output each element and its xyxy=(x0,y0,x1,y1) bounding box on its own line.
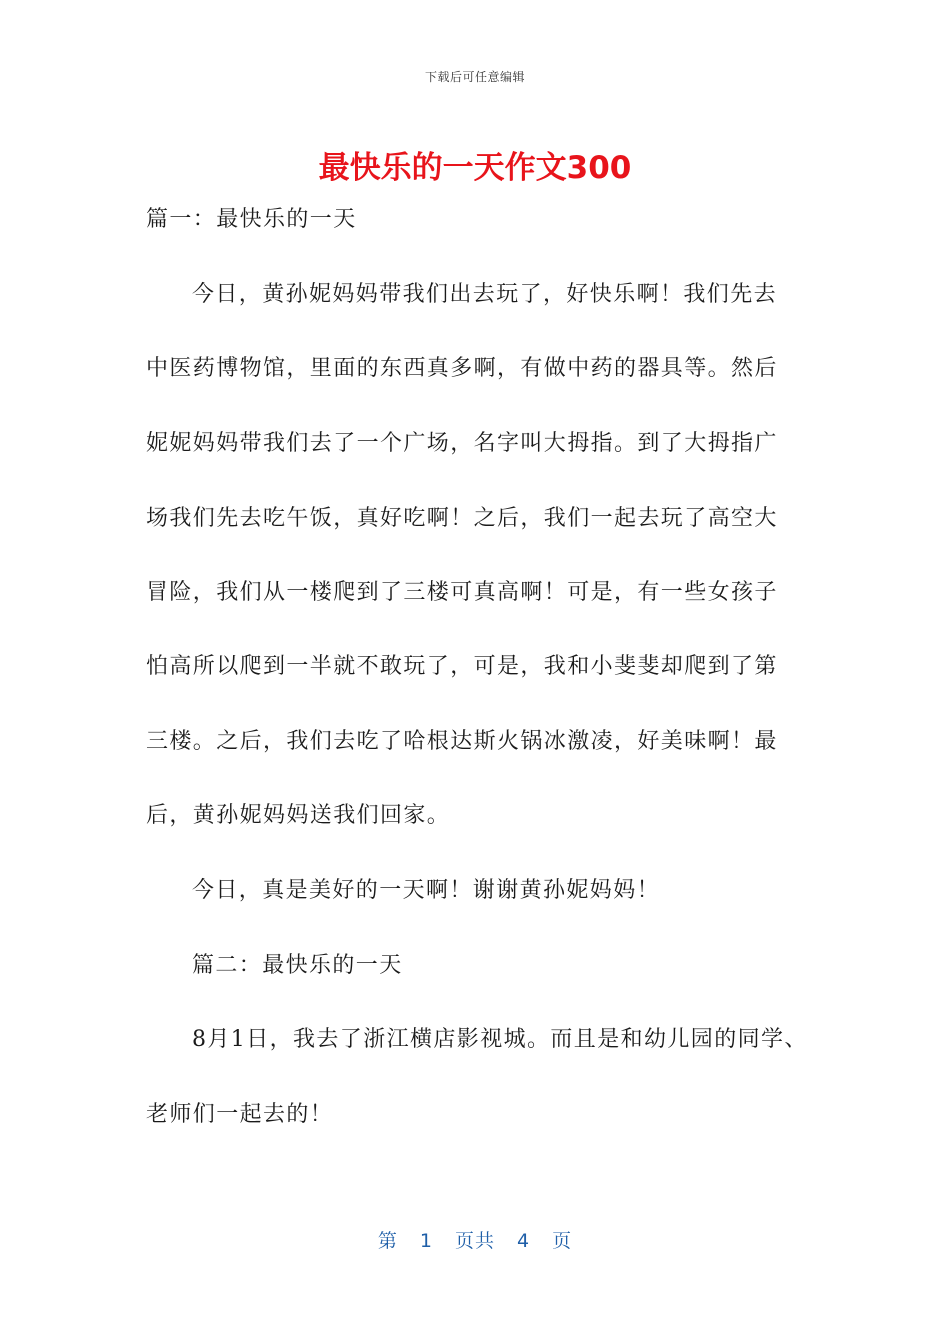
footer-prefix: 第 xyxy=(377,1230,398,1252)
paragraph-line: 怕高所以爬到一半就不敢玩了，可是，我和小斐斐却爬到了第 xyxy=(146,654,778,679)
footer-mid: 页共 xyxy=(454,1230,495,1252)
page-footer xyxy=(0,1226,950,1253)
section-heading: 篇二：最快乐的一天 xyxy=(192,953,403,978)
paragraph-line: 场我们先去吃午饭，真好吃啊！之后，我们一起去玩了高空大 xyxy=(146,506,778,531)
document-title: 最快乐的一天作文300 xyxy=(318,150,632,186)
footer-suffix: 页 xyxy=(552,1230,573,1252)
paragraph-line: 冒险，我们从一楼爬到了三楼可真高啊！可是，有一些女孩子 xyxy=(146,580,778,605)
paragraph-line: 老师们一起去的！ xyxy=(146,1102,334,1127)
paragraph-line: 后，黄孙妮妈妈送我们回家。 xyxy=(146,803,451,828)
paragraph-line: 三楼。之后，我们去吃了哈根达斯火锅冰激凌，好美味啊！最 xyxy=(146,729,778,754)
paragraph-line: 今日，真是美好的一天啊！谢谢黄孙妮妈妈！ xyxy=(192,878,661,903)
footer-total-pages: 4 xyxy=(517,1230,531,1252)
paragraph-line: 中医药博物馆，里面的东西真多啊，有做中药的器具等。然后 xyxy=(146,356,778,381)
paragraph-line: 8月1日，我去了浙江横店影视城。而且是和幼儿园的同学、 xyxy=(192,1027,808,1052)
footer-page-number: 1 xyxy=(419,1230,433,1252)
section-heading: 篇一：最快乐的一天 xyxy=(146,207,357,232)
header-note: 下载后可任意编辑 xyxy=(424,70,525,84)
paragraph-line: 妮妮妈妈带我们去了一个广场，名字叫大拇指。到了大拇指广 xyxy=(146,431,778,456)
paragraph-line: 今日，黄孙妮妈妈带我们出去玩了，好快乐啊！我们先去 xyxy=(192,282,778,307)
